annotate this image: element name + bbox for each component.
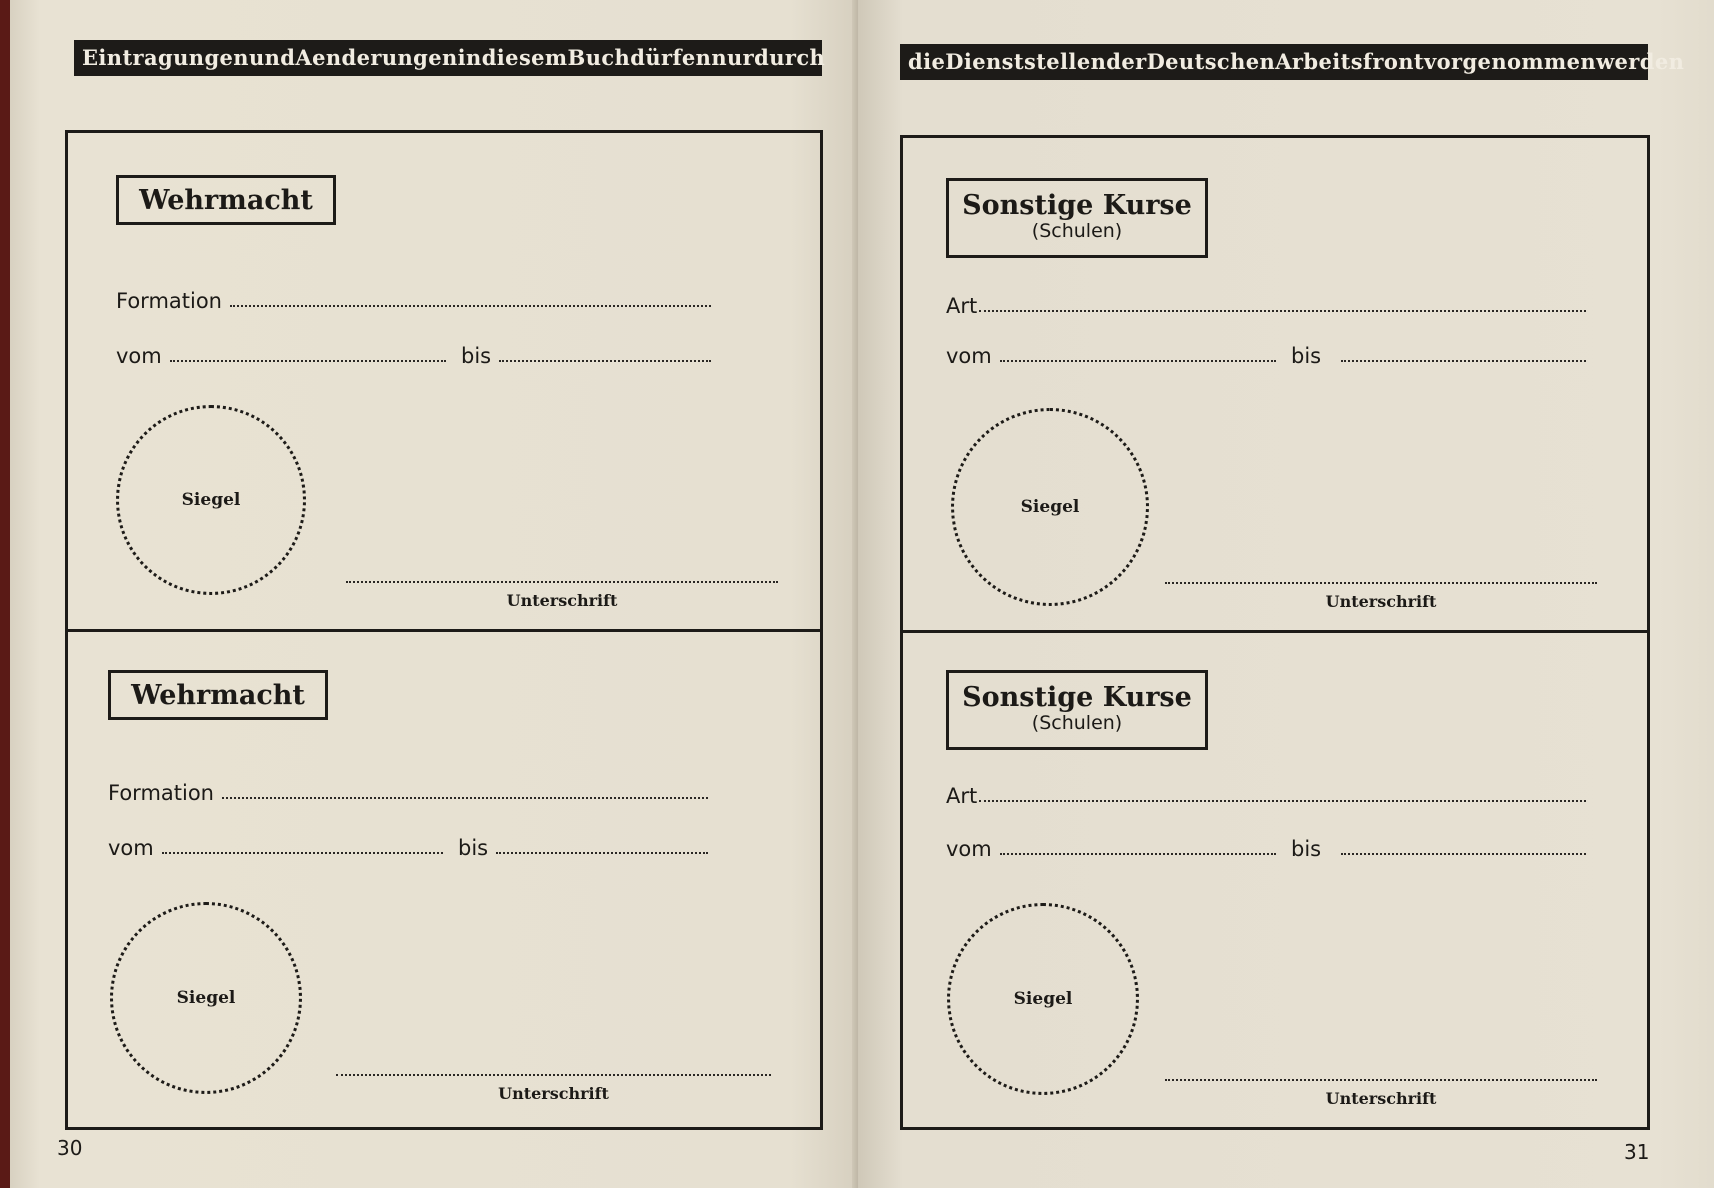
to-dotted-line[interactable] xyxy=(496,852,708,854)
seal-circle xyxy=(116,405,306,595)
formation-field[interactable] xyxy=(116,283,711,313)
banner-word: die xyxy=(908,49,946,74)
formation-dotted-line[interactable] xyxy=(230,305,711,307)
section-title-text: Sonstige Kurse xyxy=(962,190,1192,221)
section-title-text: Sonstige Kurse xyxy=(962,682,1192,713)
page-number: 30 xyxy=(57,1136,83,1160)
to-label: bis xyxy=(458,836,489,860)
section-title-text: Wehrmacht xyxy=(131,680,305,711)
to-label: bis xyxy=(1291,837,1322,861)
wehrmacht-section-1 xyxy=(68,133,820,629)
signature-line[interactable] xyxy=(1165,1079,1597,1081)
banner-word: Arbeitsfront xyxy=(1275,49,1424,74)
banner-word: diesem xyxy=(481,45,568,70)
type-field[interactable] xyxy=(946,288,1586,318)
to-dotted-line[interactable] xyxy=(1341,360,1586,362)
section-subtitle: (Schulen) xyxy=(1031,220,1123,242)
signature-label: Unterschrift xyxy=(498,1084,609,1103)
signature-label: Unterschrift xyxy=(1325,1089,1437,1108)
left-banner xyxy=(74,40,826,76)
type-dotted-line[interactable] xyxy=(979,310,1586,312)
banner-word: der xyxy=(1106,49,1147,74)
to-field[interactable] xyxy=(458,830,708,860)
from-field[interactable] xyxy=(116,338,446,368)
formation-label: Formation xyxy=(116,289,222,313)
type-label: Art xyxy=(946,784,978,808)
courses-section-1 xyxy=(903,138,1647,630)
to-label: bis xyxy=(1291,344,1322,368)
section-title-text: Wehrmacht xyxy=(139,185,313,216)
section-title xyxy=(116,175,336,225)
to-field[interactable] xyxy=(461,338,711,368)
type-dotted-line[interactable] xyxy=(979,800,1586,802)
formation-label: Formation xyxy=(108,781,214,805)
banner-word: Eintragungen xyxy=(82,45,249,70)
from-label: vom xyxy=(946,344,992,368)
signature-line[interactable] xyxy=(1165,582,1597,584)
seal-circle xyxy=(947,903,1139,1095)
from-dotted-line[interactable] xyxy=(162,852,443,854)
signature-label: Unterschrift xyxy=(1325,592,1437,611)
to-dotted-line[interactable] xyxy=(499,360,711,362)
seal-label: Siegel xyxy=(1020,497,1080,517)
courses-section-2 xyxy=(903,633,1647,1130)
right-page xyxy=(858,0,1714,1188)
seal-label: Siegel xyxy=(176,988,236,1008)
signature-line[interactable] xyxy=(336,1074,771,1076)
from-field[interactable] xyxy=(108,830,443,860)
banner-word: vorgenommen xyxy=(1424,49,1597,74)
banner-word: Deutschen xyxy=(1146,49,1276,74)
wehrmacht-section-2 xyxy=(68,632,820,1130)
from-field[interactable] xyxy=(946,338,1276,368)
to-label: bis xyxy=(461,344,492,368)
right-banner xyxy=(900,44,1685,80)
banner-word: werden xyxy=(1596,49,1685,74)
from-label: vom xyxy=(116,344,162,368)
to-field[interactable] xyxy=(1291,338,1586,368)
seal-label: Siegel xyxy=(1013,989,1073,1009)
to-dotted-line[interactable] xyxy=(1341,853,1586,855)
type-field[interactable] xyxy=(946,778,1586,808)
from-label: vom xyxy=(946,837,992,861)
section-subtitle: (Schulen) xyxy=(1031,712,1123,734)
from-field[interactable] xyxy=(946,831,1276,861)
signature-label: Unterschrift xyxy=(506,591,618,610)
banner-word: durch xyxy=(754,45,826,70)
seal-label: Siegel xyxy=(181,490,241,510)
left-form-frame xyxy=(65,130,823,1130)
banner-word: in xyxy=(457,45,482,70)
from-label: vom xyxy=(108,836,154,860)
banner-word: und xyxy=(248,45,296,70)
banner-word: Buch xyxy=(567,45,631,70)
from-dotted-line[interactable] xyxy=(170,360,446,362)
seal-circle xyxy=(951,408,1149,606)
section-title xyxy=(108,670,328,720)
to-field[interactable] xyxy=(1291,831,1586,861)
page-number: 31 xyxy=(1624,1140,1650,1164)
banner-word: dürfen xyxy=(630,45,712,70)
banner-word: Dienststellen xyxy=(945,49,1107,74)
left-page xyxy=(10,0,858,1188)
banner-word: nur xyxy=(711,45,755,70)
signature-line[interactable] xyxy=(346,581,778,583)
type-label: Art xyxy=(946,294,978,318)
formation-dotted-line[interactable] xyxy=(222,797,708,799)
section-title xyxy=(946,178,1208,258)
formation-field[interactable] xyxy=(108,775,708,805)
from-dotted-line[interactable] xyxy=(1000,853,1276,855)
section-title xyxy=(946,670,1208,750)
from-dotted-line[interactable] xyxy=(1000,360,1276,362)
right-form-frame xyxy=(900,135,1650,1130)
seal-circle xyxy=(110,902,302,1094)
banner-word: Aenderungen xyxy=(295,45,458,70)
